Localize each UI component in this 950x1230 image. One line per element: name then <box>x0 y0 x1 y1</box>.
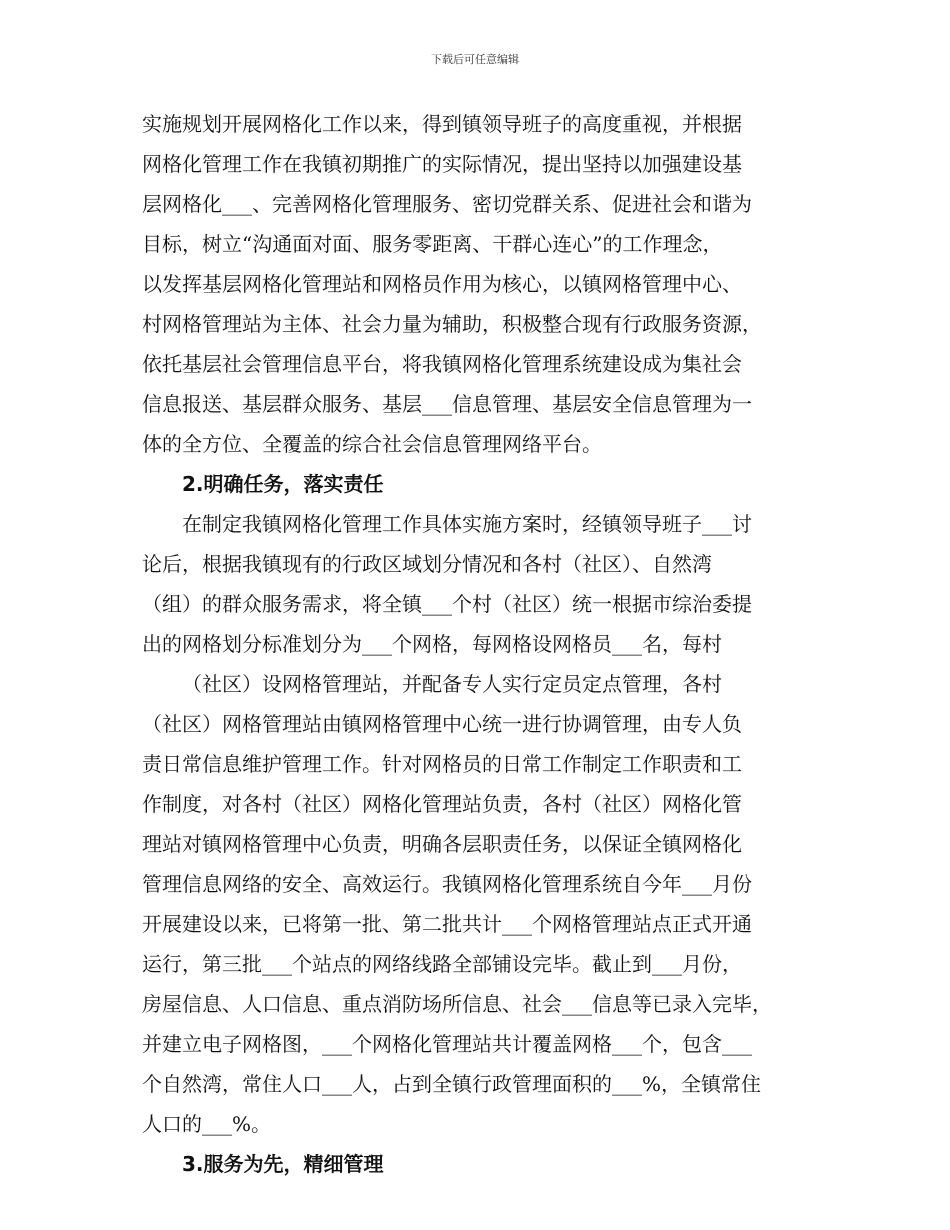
text-line: 理站对镇网格管理中心负责，明确各层职责任务，以保证全镇网格化 <box>142 832 742 856</box>
text-line: 实施规划开展网格化工作以来，得到镇领导班子的高度重视，并根据 <box>142 112 742 136</box>
text-line: （社区）网格管理站由镇网格管理中心统一进行协调管理，由专人负 <box>142 712 742 736</box>
text-line: （社区）设网格管理站，并配备专人实行定员定点管理，各村 <box>182 672 722 696</box>
text-line: 论后，根据我镇现有的行政区域划分情况和各村（社区）、自然湾 <box>142 552 712 576</box>
text-line: 人口的___%。 <box>142 1112 272 1136</box>
document-body <box>142 104 812 1184</box>
text-line: 管理信息网络的安全、高效运行。我镇网格化管理系统自今年___月份 <box>142 872 752 896</box>
paragraph-2 <box>142 504 812 664</box>
page-header: 下载后可任意编辑 <box>431 53 519 66</box>
text-line: 责日常信息维护管理工作。针对网格员的日常工作制定工作职责和工 <box>142 752 742 776</box>
text-line: 村网格管理站为主体、社会力量为辅助，积极整合现有行政服务资源， <box>142 312 762 336</box>
paragraph-3 <box>142 664 812 1144</box>
section-heading-3: 3.服务为先，精细管理 <box>182 1152 384 1176</box>
text-line: 运行，第三批___个站点的网络线路全部铺设完毕。截止到___月份， <box>142 952 742 976</box>
text-line: 在制定我镇网格化管理工作具体实施方案时，经镇领导班子___讨 <box>182 512 752 536</box>
text-line: （组）的群众服务需求，将全镇___个村（社区）统一根据市综治委提 <box>142 592 752 616</box>
text-line: 并建立电子网格图，___个网格化管理站共计覆盖网格___个，包含___ <box>142 1032 752 1056</box>
text-line: 层网格化___、完善网格化管理服务、密切党群关系、促进社会和谐为 <box>142 192 752 216</box>
text-line: 作制度，对各村（社区）网格化管理站负责，各村（社区）网格化管 <box>142 792 742 816</box>
text-line: 房屋信息、人口信息、重点消防场所信息、社会___信息等已录入完毕， <box>142 992 772 1016</box>
text-line: 开展建设以来，已将第一批、第二批共计___个网格管理站点正式开通 <box>142 912 752 936</box>
section-heading-2: 2.明确任务，落实责任 <box>182 472 384 496</box>
text-line: 以发挥基层网格化管理站和网格员作用为核心，以镇网格管理中心、 <box>142 272 742 296</box>
text-line: 依托基层社会管理信息平台，将我镇网格化管理系统建设成为集社会 <box>142 352 742 376</box>
text-line: 信息报送、基层群众服务、基层___信息管理、基层安全信息管理为一 <box>142 392 752 416</box>
text-line: 目标，树立“沟通面对面、服务零距离、干群心连心”的工作理念， <box>142 232 723 256</box>
text-line: 体的全方位、全覆盖的综合社会信息管理网络平台。 <box>142 432 602 456</box>
text-line: 出的网格划分标准划分为___个网格，每网格设网格员___名，每村 <box>142 632 722 656</box>
text-line: 个自然湾，常住人口___人，占到全镇行政管理面积的___%，全镇常住 <box>142 1072 762 1096</box>
text-line: 网格化管理工作在我镇初期推广的实际情况，提出坚持以加强建设基 <box>142 152 742 176</box>
paragraph-1 <box>142 104 812 464</box>
